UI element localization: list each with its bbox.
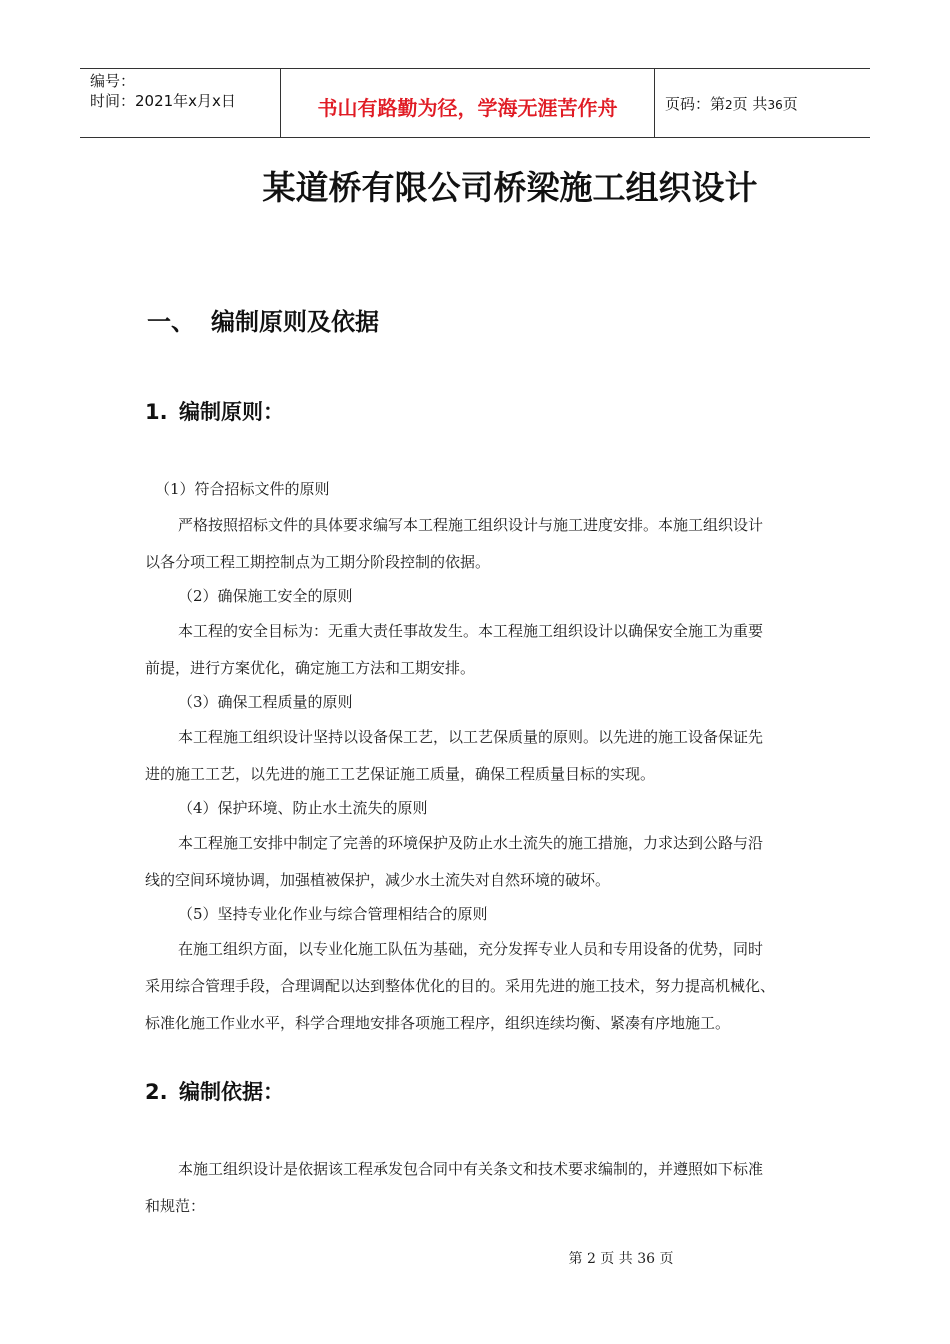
header-page-info [665, 93, 798, 114]
paragraph-line: 以各分项工程工期控制点为工期分阶段控制的依据。 [145, 553, 491, 571]
subsection-number: 1. [145, 400, 168, 424]
subsection-title: 编制依据： [179, 1080, 284, 1104]
document-date: 时间：2021年x月x日 [90, 92, 236, 110]
paragraph-line: 本工程施工组织设计坚持以设备保工艺，以工艺保质量的原则。以先进的施工设备保证先 [178, 728, 764, 746]
paragraph-line: 前提，进行方案优化，确定施工方法和工期安排。 [145, 659, 476, 677]
subsection-heading-basis [145, 1076, 284, 1106]
section-title: 编制原则及依据 [211, 308, 379, 336]
paragraph-line: 采用综合管理手段，合理调配以达到整体优化的目的。采用先进的施工技术，努力提高机械化、 [145, 977, 776, 995]
paragraph-line: 线的空间环境协调，加强植被保护，减少水土流失对自然环境的破坏。 [145, 871, 611, 889]
header-meta-cell [80, 69, 281, 137]
subsection-title: 编制原则： [179, 400, 284, 424]
paragraph-line: 进的施工工艺，以先进的施工工艺保证施工质量，确保工程质量目标的实现。 [145, 765, 656, 783]
paragraph-line: 本工程的安全目标为：无重大责任事故发生。本工程施工组织设计以确保安全施工为重要 [178, 622, 764, 640]
paragraph-line: 标准化施工作业水平，科学合理地安排各项施工程序，组织连续均衡、紧凑有序地施工。 [145, 1014, 731, 1032]
page-total: 36 [767, 98, 783, 112]
section-heading [147, 302, 379, 337]
page-prefix: 页码：第 [665, 95, 726, 113]
paragraph-line: 本工程施工安排中制定了完善的环境保护及防止水土流失的施工措施，力求达到公路与沿 [178, 834, 764, 852]
principle-4-heading: （4）保护环境、防止水土流失的原则 [178, 799, 428, 817]
header-table [80, 68, 870, 138]
document-title: 某道桥有限公司桥梁施工组织设计 [262, 168, 758, 207]
paragraph-line: 本施工组织设计是依据该工程承发包合同中有关条文和技术要求编制的，并遵照如下标准 [178, 1160, 764, 1178]
principle-1-heading: （1）符合招标文件的原则 [155, 480, 330, 498]
principle-5-heading: （5）坚持专业化作业与综合管理相结合的原则 [178, 905, 488, 923]
page-middle: 页 共 [732, 95, 768, 113]
paragraph-line: 在施工组织方面，以专业化施工队伍为基础，充分发挥专业人员和专用设备的优势，同时 [178, 940, 764, 958]
section-number: 一、 [147, 308, 195, 336]
paragraph-line: 和规范： [145, 1197, 206, 1215]
header-page-cell [655, 69, 870, 137]
page-footer: 第 2 页 共 36 页 [568, 1251, 674, 1267]
page-current: 2 [725, 98, 733, 112]
subsection-number: 2. [145, 1080, 168, 1104]
page-suffix: 页 [782, 95, 798, 113]
principle-3-heading: （3）确保工程质量的原则 [178, 693, 353, 711]
document-number-label: 编号： [90, 72, 136, 90]
header-motto-cell [281, 69, 655, 137]
header-motto: 书山有路勤为径，学海无涯苦作舟 [317, 96, 618, 120]
paragraph-line: 严格按照招标文件的具体要求编写本工程施工组织设计与施工进度安排。本施工组织设计 [178, 516, 764, 534]
principle-2-heading: （2）确保施工安全的原则 [178, 587, 353, 605]
subsection-heading-principles [145, 396, 284, 426]
